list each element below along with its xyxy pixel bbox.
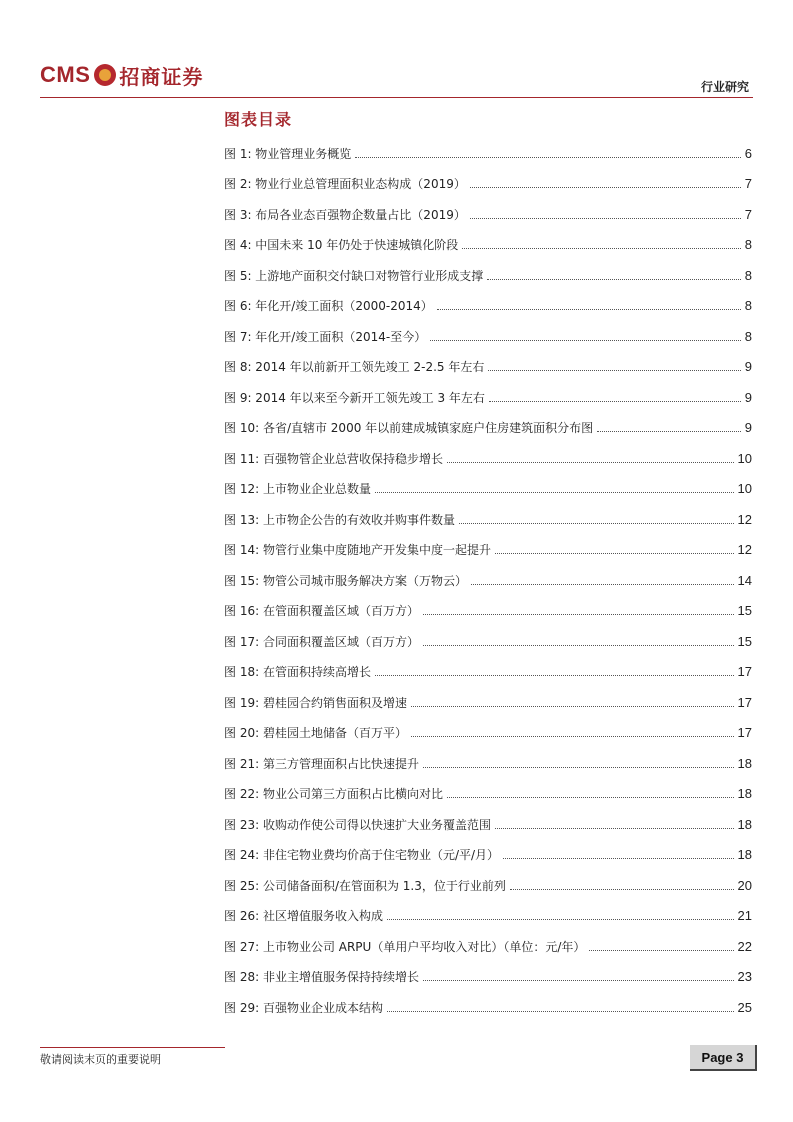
toc-entry-label[interactable]: 图 14: 物管行业集中度随地产开发集中度一起提升 [224,543,491,558]
toc-entry-page[interactable]: 21 [737,908,752,924]
logo-emblem-icon [94,64,116,86]
toc-leader-dots [503,858,734,859]
toc-entry-page[interactable]: 10 [737,450,752,466]
toc-entry-label[interactable]: 图 12: 上市物业企业总数量 [224,482,371,497]
toc-entry[interactable] [224,687,752,718]
toc-entry-label[interactable]: 图 1: 物业管理业务概览 [224,146,352,161]
toc-entry-page[interactable]: 10 [737,481,752,497]
toc-leader-dots [489,401,741,402]
toc-entry-label[interactable]: 图 4: 中国未来 10 年仍处于快速城镇化阶段 [224,238,459,253]
toc-entry[interactable] [224,779,752,810]
toc-entry-page[interactable]: 14 [737,572,752,588]
toc-entry-page[interactable]: 17 [737,694,752,710]
toc-entry[interactable] [224,535,752,566]
toc-leader-dots [495,828,734,829]
toc-entry[interactable] [224,931,752,962]
toc-entry-page[interactable]: 15 [737,633,752,649]
toc-entry-page[interactable]: 17 [737,664,752,680]
toc-entry-page[interactable]: 18 [737,816,752,832]
toc-leader-dots [375,675,734,676]
page-number-badge: Page 3 [690,1045,757,1071]
toc-leader-dots [375,492,734,493]
toc-entry-label[interactable]: 图 3: 布局各业态百强物企数量占比（2019） [224,207,466,222]
toc-entry-label[interactable]: 图 19: 碧桂园合约销售面积及增速 [224,695,407,710]
footer-disclaimer-note: 敬请阅读末页的重要说明 [40,1053,161,1066]
toc-leader-dots [495,553,734,554]
toc-entry-page[interactable]: 18 [737,755,752,771]
toc-entry[interactable] [224,138,752,169]
toc-entry-page[interactable]: 7 [744,176,752,192]
toc-entry-page[interactable]: 7 [744,206,752,222]
section-label: 行业研究 [700,80,749,94]
toc-entry[interactable] [224,840,752,871]
toc-entry[interactable] [224,565,752,596]
toc-entry[interactable] [224,352,752,383]
toc-entry-label[interactable]: 图 28: 非业主增值服务保持持续增长 [224,970,419,985]
toc-entry[interactable] [224,230,752,261]
toc-entry-page[interactable]: 18 [737,847,752,863]
toc-leader-dots [470,187,741,188]
toc-entry-label[interactable]: 图 17: 合同面积覆盖区域（百万方） [224,634,419,649]
toc-entry-label[interactable]: 图 27: 上市物业公司 ARPU（单用户平均收入对比）（单位：元/年） [224,939,586,954]
toc-entry[interactable] [224,748,752,779]
toc-entry-label[interactable]: 图 9: 2014 年以来至今新开工领先竣工 3 年左右 [224,390,485,405]
toc-entry[interactable] [224,870,752,901]
toc-entry-page[interactable]: 12 [737,542,752,558]
toc-entry-page[interactable]: 9 [744,420,752,436]
toc-leader-dots [411,706,734,707]
logo-chinese-name: 招商证券 [119,64,204,89]
toc-entry-label[interactable]: 图 22: 物业公司第三方面积占比横向对比 [224,787,443,802]
toc-leader-dots [488,370,740,371]
toc-leader-dots [423,645,734,646]
toc-entry-label[interactable]: 图 21: 第三方管理面积占比快速提升 [224,756,419,771]
toc-entry-page[interactable]: 23 [737,969,752,985]
toc-entry-label[interactable]: 图 10: 各省/直辖市 2000 年以前建成城镇家庭户住房建筑面积分布图 [224,421,594,436]
header-divider [40,97,753,98]
toc-entry-page[interactable]: 20 [737,877,752,893]
toc-leader-dots [510,889,734,890]
toc-entry-label[interactable]: 图 5: 上游地产面积交付缺口对物管行业形成支撑 [224,268,484,283]
toc-leader-dots [437,309,741,310]
toc-entry-label[interactable]: 图 26: 社区增值服务收入构成 [224,909,383,924]
toc-entry-label[interactable]: 图 15: 物管公司城市服务解决方案（万物云） [224,573,467,588]
toc-entry-label[interactable]: 图 7: 年化开/竣工面积（2014-至今） [224,329,427,344]
toc-leader-dots [387,919,734,920]
toc-entry[interactable] [224,992,752,1023]
toc-entry[interactable] [224,809,752,840]
toc-entry-page[interactable]: 12 [737,511,752,527]
toc-leader-dots [355,157,740,158]
toc-entry-page[interactable]: 6 [744,145,752,161]
toc-entry[interactable] [224,626,752,657]
toc-leader-dots [597,431,741,432]
toc-entry-label[interactable]: 图 23: 收购动作使公司得以快速扩大业务覆盖范围 [224,817,491,832]
toc-entry[interactable] [224,169,752,200]
toc-leader-dots [430,340,741,341]
toc-entry-page[interactable]: 9 [744,359,752,375]
toc-leader-dots [471,584,734,585]
toc-entry[interactable] [224,443,752,474]
toc-entry[interactable] [224,901,752,932]
toc-leader-dots [387,1011,734,1012]
toc-leader-dots [423,980,734,981]
toc-entry[interactable] [224,596,752,627]
toc-leader-dots [423,767,734,768]
toc-title: 图表目录 [224,110,293,129]
toc-entry[interactable] [224,291,752,322]
toc-leader-dots [487,279,740,280]
toc-entry[interactable] [224,382,752,413]
toc-entry[interactable] [224,260,752,291]
toc-entry[interactable] [224,413,752,444]
toc-entry-page[interactable]: 25 [737,999,752,1015]
toc-entry[interactable] [224,504,752,535]
toc-leader-dots [411,736,734,737]
toc-entry-label[interactable]: 图 16: 在管面积覆盖区域（百万方） [224,604,419,619]
toc-entry-page[interactable]: 22 [737,938,752,954]
toc-leader-dots [589,950,733,951]
toc-entry[interactable] [224,474,752,505]
toc-leader-dots [459,523,734,524]
toc-entry-page[interactable]: 18 [737,786,752,802]
toc-entry-label[interactable]: 图 25: 公司储备面积/在管面积为 1.3，位于行业前列 [224,878,506,893]
company-logo [40,58,203,92]
toc-leader-dots [447,797,734,798]
toc-list [224,138,752,1023]
toc-entry-page[interactable]: 8 [744,237,752,253]
logo-text: CMS [40,62,91,87]
toc-entry[interactable] [224,962,752,993]
toc-leader-dots [423,614,734,615]
toc-leader-dots [470,218,741,219]
toc-entry-page[interactable]: 9 [744,389,752,405]
toc-entry-page[interactable]: 8 [744,328,752,344]
toc-entry-label[interactable]: 图 11: 百强物管企业总营收保持稳步增长 [224,451,443,466]
toc-entry-page[interactable]: 8 [744,267,752,283]
toc-entry-page[interactable]: 15 [737,603,752,619]
toc-entry-label[interactable]: 图 29: 百强物业企业成本结构 [224,1000,383,1015]
toc-entry[interactable] [224,657,752,688]
toc-entry-page[interactable]: 8 [744,298,752,314]
toc-entry-label[interactable]: 图 20: 碧桂园土地储备（百万平） [224,726,407,741]
toc-entry-label[interactable]: 图 18: 在管面积持续高增长 [224,665,371,680]
footer-divider [40,1047,225,1048]
toc-entry-label[interactable]: 图 6: 年化开/竣工面积（2000-2014） [224,299,433,314]
toc-leader-dots [447,462,734,463]
toc-entry[interactable] [224,199,752,230]
toc-entry-page[interactable]: 17 [737,725,752,741]
toc-entry-label[interactable]: 图 24: 非住宅物业费均价高于住宅物业（元/平/月） [224,848,500,863]
toc-entry[interactable] [224,718,752,749]
toc-entry-label[interactable]: 图 2: 物业行业总管理面积业态构成（2019） [224,177,466,192]
toc-entry-label[interactable]: 图 8: 2014 年以前新开工领先竣工 2-2.5 年左右 [224,360,485,375]
toc-leader-dots [462,248,741,249]
toc-entry[interactable] [224,321,752,352]
toc-entry-label[interactable]: 图 13: 上市物企公告的有效收并购事件数量 [224,512,455,527]
